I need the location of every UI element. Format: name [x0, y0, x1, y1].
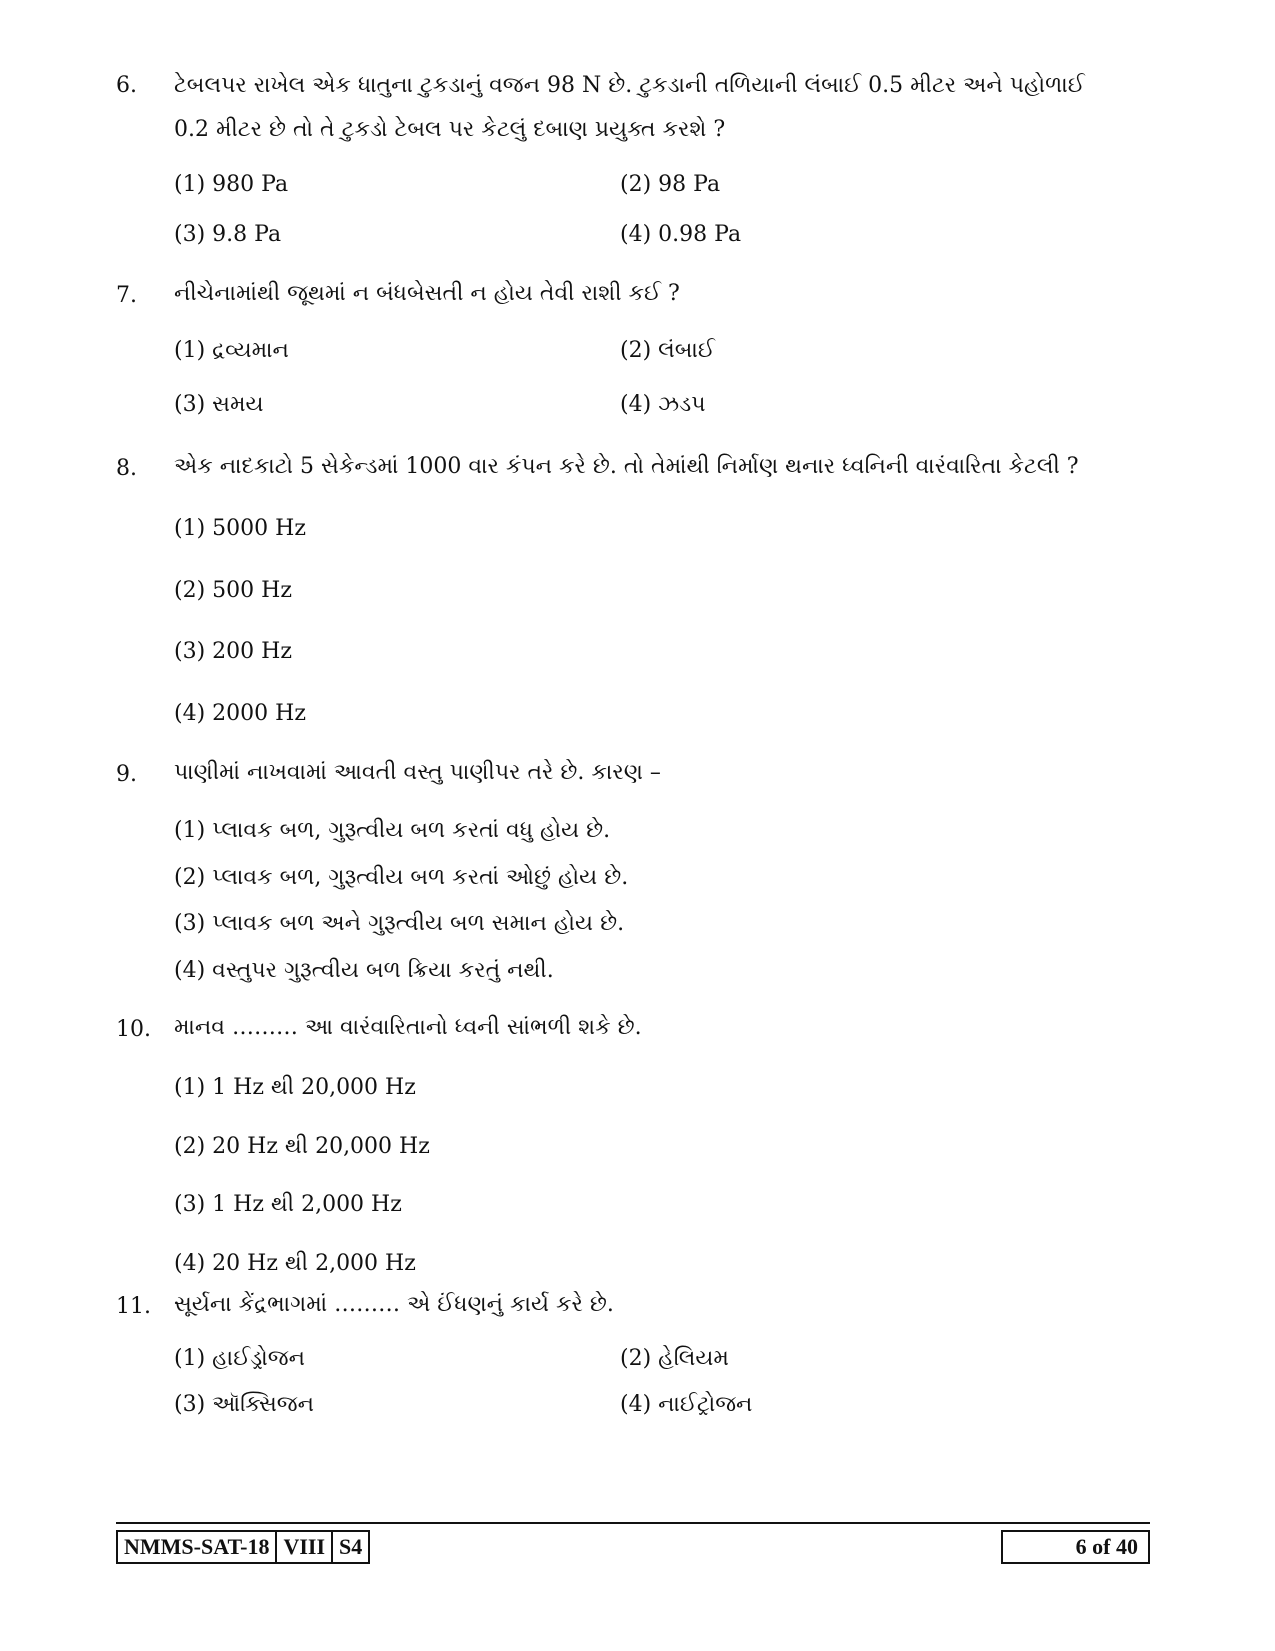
option-4: (4) 0.98 Pa [620, 222, 742, 247]
option-4: (4) ઝડપ [620, 392, 706, 417]
question-text-line: એક નાદકાટો 5 સેકેન્ડમાં 1000 વાર કંપન કરે છે. તો તેમાંથી નિર્માણ થનાર ધ્વનિની વારંવારિતા કેટલી ? [174, 454, 1079, 479]
option-2: (2) 20 Hz થી 20,000 Hz [174, 1134, 430, 1159]
option-2: (2) હેલિયમ [620, 1346, 729, 1371]
question-number: 7. [116, 283, 137, 308]
option-2: (2) 500 Hz [174, 578, 292, 603]
option-4: (4) 20 Hz થી 2,000 Hz [174, 1251, 416, 1276]
option-1: (1) 5000 Hz [174, 516, 306, 541]
option-3: (3) ઑક્સિજન [174, 1392, 314, 1417]
option-1: (1) 980 Pa [174, 172, 289, 197]
option-1: (1) હાઈડ્રોજન [174, 1346, 305, 1371]
option-3: (3) સમય [174, 392, 264, 417]
question-text-line: સૂર્યના કેંદ્રભાગમાં ……… એ ઈંધણનું કાર્ય કરે છે. [174, 1292, 614, 1317]
paper-code-box [116, 1530, 370, 1564]
option-2: (2) પ્લાવક બળ, ગુરૂત્વીય બળ કરતાં ઓછું હોય છે. [174, 865, 629, 890]
question-text-line: માનવ ……… આ વારંવારિતાનો ધ્વની સાંભળી શકે છે. [174, 1015, 642, 1040]
question-text-line: પાણીમાં નાખવામાં આવતી વસ્તુ પાણીપર તરે છે. કારણ – [174, 760, 661, 785]
option-1: (1) દ્રવ્યમાન [174, 338, 289, 363]
option-2: (2) લંબાઈ [620, 338, 715, 363]
option-1: (1) પ્લાવક બળ, ગુરૂત્વીય બળ કરતાં વધુ હોય છે. [174, 818, 611, 843]
paper-code: NMMS-SAT-18 [118, 1532, 277, 1562]
option-4: (4) 2000 Hz [174, 701, 306, 726]
question-text-line: ટેબલપર રાખેલ એક ધાતુના ટુકડાનું વજન 98 N છે. ટુકડાની તળિયાની લંબાઈ 0.5 મીટર અને પહોળાઈ [174, 73, 1085, 98]
question-text-line: નીચેનામાંથી જૂથમાં ન બંધબેસતી ન હોય તેવી રાશી કઈ ? [174, 281, 680, 306]
option-3: (3) 1 Hz થી 2,000 Hz [174, 1192, 402, 1217]
option-3: (3) 9.8 Pa [174, 222, 282, 247]
option-3: (3) 200 Hz [174, 639, 292, 664]
option-1: (1) 1 Hz થી 20,000 Hz [174, 1075, 416, 1100]
set-code: S4 [339, 1534, 363, 1559]
standard-code: VIII [277, 1532, 333, 1562]
option-4: (4) નાઈટ્રોજન [620, 1392, 753, 1417]
question-number: 9. [116, 762, 137, 787]
option-3: (3) પ્લાવક બળ અને ગુરૂત્વીય બળ સમાન હોય છે. [174, 911, 625, 936]
question-number: 10. [116, 1017, 151, 1042]
page-number: 6 of 40 [1001, 1530, 1150, 1564]
option-4: (4) વસ્તુપર ગુરૂત્વીય બળ ક્રિયા કરતું નથી. [174, 958, 554, 983]
question-text-line: 0.2 મીટર છે તો તે ટુકડો ટેબલ પર કેટલું દબાણ પ્રયુક્ત કરશે ? [174, 117, 726, 142]
footer-divider [116, 1522, 1150, 1524]
option-2: (2) 98 Pa [620, 172, 721, 197]
question-number: 11. [116, 1294, 151, 1319]
question-number: 8. [116, 456, 137, 481]
question-number: 6. [116, 73, 137, 98]
